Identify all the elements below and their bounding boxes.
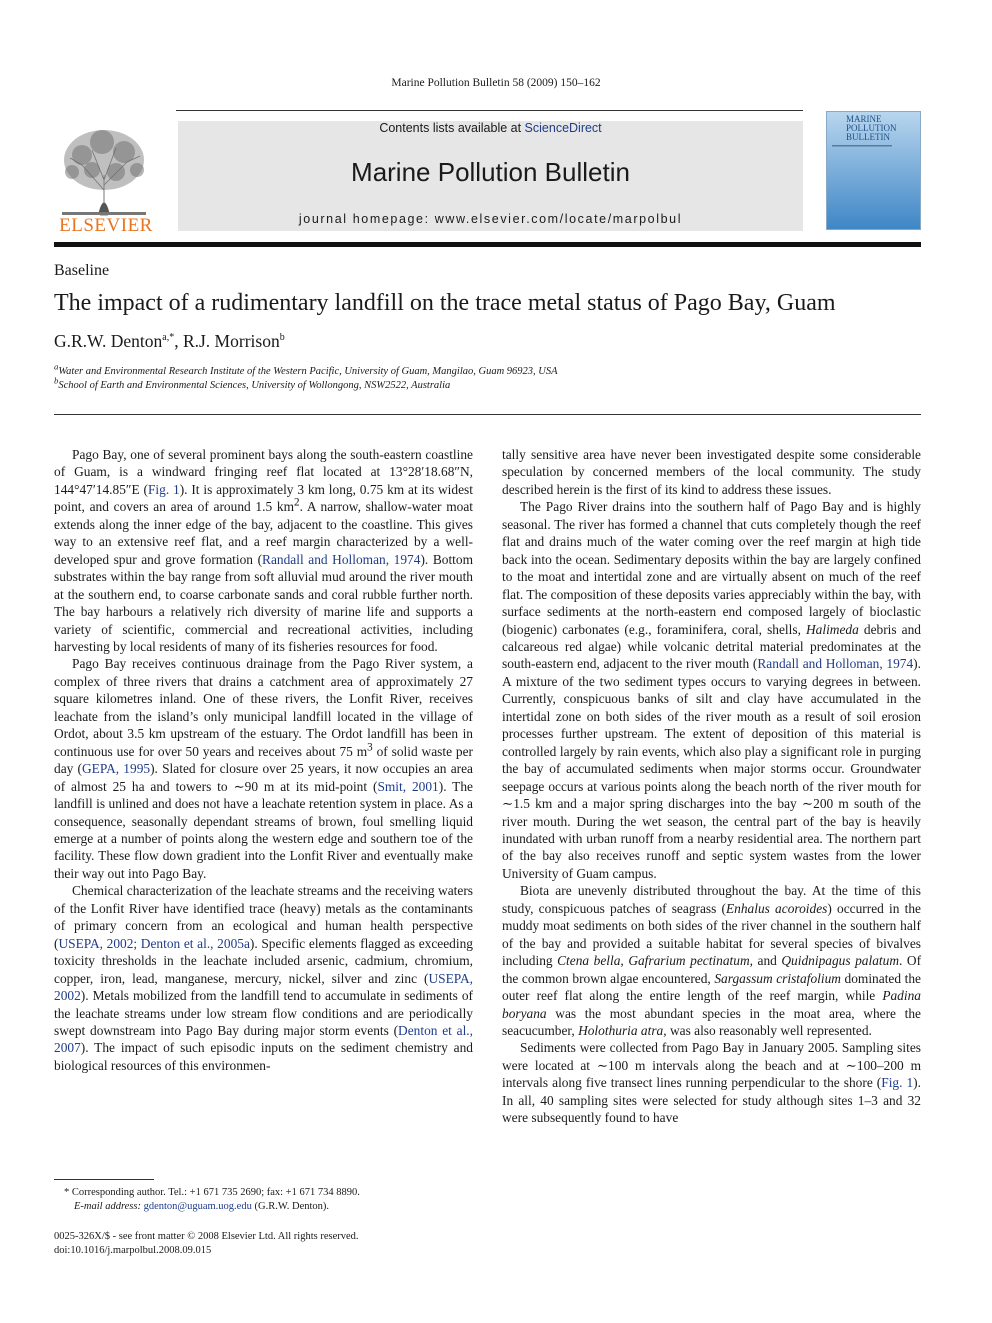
affiliation-a	[54, 361, 558, 377]
paragraph: The Pago River drains into the southern half of Pago Bay and is highly seasonal. The river has formed a channel that cuts completely though the reef flat and drains much of the water coming over the reef margin at high tide back into the ocean. Sedimentary deposits within the bay are largely confined to the moat and intertidal zone and are virtually absent on much of the reef flat. The composition of these deposits varies appreciably within the bay, with surface sediments at the north-eastern end composed largely of bioclastic (biogenic) carbonates (e.g., foraminifera, coral, shells, Halimeda debris and calcareous red algae) while volcanic detrital material predominates at the south-eastern end, adjacent to the river mouth (Randall and Holloman, 1974). A mixture of the two sediment types occurs to varying degrees in between. Currently, conspicuous banks of silt and clay have accumulated in the intertidal zone on both sides of the river mouth as a result of soil erosion processes further upstream. The extent of deposition of this material is controlled largely by rain events, which also play a significant role in purging the bay of accumulated sediments when major storms occur. Groundwater seepage occurs at various points along the beach north of the river mouth for ∼1.5 km and a major spring discharges into the bay ∼200 m south of the river mouth. During the wet season, the central part of the bay is heavily inundated with urban runoff from a nearby residential area. The northern part of the bay also receives runoff and septic system wastes from the lower University of Guam campus.	[502, 499, 921, 881]
contents-line	[178, 121, 803, 135]
journal-masthead	[178, 121, 803, 231]
cover-title-line: MARINE	[846, 114, 882, 124]
cover-title-line: POLLUTION	[846, 123, 897, 133]
affiliation-text: School of Earth and Environmental Sciences, University of Wollongong, NSW2522, Australia	[58, 380, 451, 391]
reference-link[interactable]: Randall and Holloman, 1974	[262, 551, 421, 567]
cover-title-line: BULLETIN	[846, 132, 890, 142]
body-column-right	[502, 446, 921, 1127]
journal-citation: Marine Pollution Bulletin 58 (2009) 150–162	[391, 77, 601, 89]
paragraph: Chemical characterization of the leachate streams and the receiving waters of the Lonfit River have identified trace (heavy) metals as the contaminants of primary concern from an ecological and human health perspective (USEPA, 2002; Denton et al., 2005a). Specific elements flagged as exceeding toxicity thresholds in the leachate included arsenic, cadmium, chromium, copper, iron, lead, manganese, mercury, nickel, silver and zinc (USEPA, 2002). Metals mobilized from the landfill tend to accumulate in sediments of the leachate streams under low stream flow conditions and are periodically swept downstream into Pago Bay during major storm events (Denton et al., 2007). The impact of such episodic inputs on the sediment chemistry and biological resources of this environmen-	[54, 883, 474, 1073]
author-list	[54, 331, 285, 352]
reference-link[interactable]: Randall and Holloman, 1974	[757, 656, 914, 672]
article-type: Baseline	[54, 262, 110, 279]
paragraph: tally sensitive area have never been investigated despite some considerable speculation by concerned members of the local community. The study described herein is the first of its kind to address these issues.	[502, 447, 921, 497]
journal-cover	[826, 111, 921, 230]
paragraph: Biota are unevenly distributed throughout the bay. At the time of this study, conspicuous patches of seagrass (Enhalus acoroides) occurred in the muddy moat sediments on both sides of the river channel in the southern half of the bay and provided a suitable habitat for several species of bivalves including Ctena bella, Gafrarium pectinatum, and Quidnipagus palatum. Of the common brown algae encountered, Sargassum cristafolium dominated the outer reef flat along the entire length of the reef margin, while Padina boryana was the most abundant species in the moat area, where the seacucumber, Holothuria atra, was also reasonably well represented.	[502, 883, 922, 1038]
elsevier-wordmark: ELSEVIER	[59, 215, 153, 236]
author-name[interactable]: R.J. Morrison	[182, 331, 280, 351]
affiliation-b	[54, 375, 451, 391]
figure-link[interactable]: Fig. 1	[147, 481, 180, 497]
paragraph: Sediments were collected from Pago Bay in January 2005. Sampling sites were located at ∼100 m intervals along the beach and at ∼100–200 m intervals along five transect lines running perpendicular to the shore (Fig. 1). In all, 40 sampling sites were selected for study although sites 1–3 and 32 were subsequently found to have	[502, 1040, 921, 1126]
reference-link[interactable]: USEPA, 2002	[54, 970, 473, 1004]
body-column-left	[54, 446, 473, 1074]
paragraph: Pago Bay, one of several prominent bays along the south-eastern coastline of Guam, is a windward fringing reef flat located at 13°28′18.68″N, 144°47′14.85″E (Fig. 1). It is approximately 3 km long, 0.75 km at its widest point, and covers an area of around 1.5 $km^2$. A narrow, shallow-water moat extends along the inner edge of the bay, adjacent to the coastline. This gives way to an extensive reef flat, and a reef margin characterized by a well-developed spur and grove formation (Randall and Holloman, 1974). Bottom substrates within the bay range from soft alluvial mud around the river mouth at the southern end, to coarse carbonate sands and coral rubble further north. The bay harbours a relatively rich diversity of marine life and supports a variety of scientific, commercial and recreational activities, including harvesting by local residents of many of its fisheries resources for food.	[54, 447, 473, 654]
elsevier-logo	[52, 120, 156, 235]
section-rule	[54, 414, 921, 415]
copyright-line: 0025-326X/$ - see front matter © 2008 Elsevier Ltd. All rights reserved.	[54, 1231, 359, 1242]
affiliation-mark: b	[54, 375, 59, 386]
paragraph: Pago Bay receives continuous drainage from the Pago River system, a complex of three rivers that drains a catchment area of approximately 27 square kilometres inland. One of these rivers, the Lonfit River, receives leachate from the island’s only municipal landfill located in the village of Ordot, about 3.5 km upstream of the estuary. The Ordot landfill has been in continuous use for over 50 years and receives about 75 $m^3$ of solid waste per day (GEPA, 1995). Slated for closure over 25 years, it now occupies an area of almost 25 ha and towers to ∼90 m at its mid-point (Smit, 2001). The landfill is unlined and does not have a leachate retention system in place. As a consequence, seasonally dependant streams of brown, foul smelling liquid emerge at a number of points along the western edge and southern toe of the facility. These flow down gradient into the Lonfit River and eventually make their way out into Pago Bay.	[54, 656, 474, 881]
journal-title: Marine Pollution Bulletin	[351, 157, 630, 187]
author-separator: ,	[174, 331, 183, 351]
affiliation-text: Water and Environmental Research Institute of the Western Pacific, University of Guam, Mangilao, Guam 96923, USA	[58, 366, 558, 377]
affiliation-mark: a	[54, 361, 59, 372]
header-rule	[176, 110, 803, 111]
contents-prefix: Contents lists available at	[379, 121, 525, 135]
email-link[interactable]: gdenton@uguam.uog.edu	[143, 1201, 252, 1212]
author-affiliation-mark[interactable]: b	[279, 332, 285, 344]
author-affiliation-mark[interactable]: a,*	[162, 332, 175, 344]
sciencedirect-link[interactable]: ScienceDirect	[524, 121, 602, 135]
author-name[interactable]: G.R.W. Denton	[54, 331, 163, 351]
figure-link[interactable]: Fig. 1	[881, 1075, 914, 1091]
header-thick-rule	[54, 242, 921, 247]
reference-link[interactable]: USEPA, 2002; Denton et al., 2005a	[58, 935, 250, 951]
reference-link[interactable]: GEPA, 1995	[82, 761, 151, 777]
cover-title	[846, 115, 897, 142]
footnote-rule	[54, 1179, 154, 1180]
reference-link[interactable]: Denton et al., 2007	[54, 1022, 474, 1056]
email-note: E-mail address: gdenton@uguam.uog.edu (G.R.W. Denton).	[74, 1201, 330, 1212]
journal-homepage[interactable]: journal homepage: www.elsevier.com/locate/marpolbul	[298, 212, 683, 226]
article-title: The impact of a rudimentary landfill on the trace metal status of Pago Bay, Guam	[54, 290, 836, 316]
corresponding-author-note: * Corresponding author. Tel.: +1 671 735 2690; fax: +1 671 734 8890.	[64, 1187, 360, 1198]
reference-link[interactable]: Smit, 2001	[377, 778, 439, 794]
doi-line[interactable]: doi:10.1016/j.marpolbul.2008.09.015	[54, 1245, 212, 1256]
